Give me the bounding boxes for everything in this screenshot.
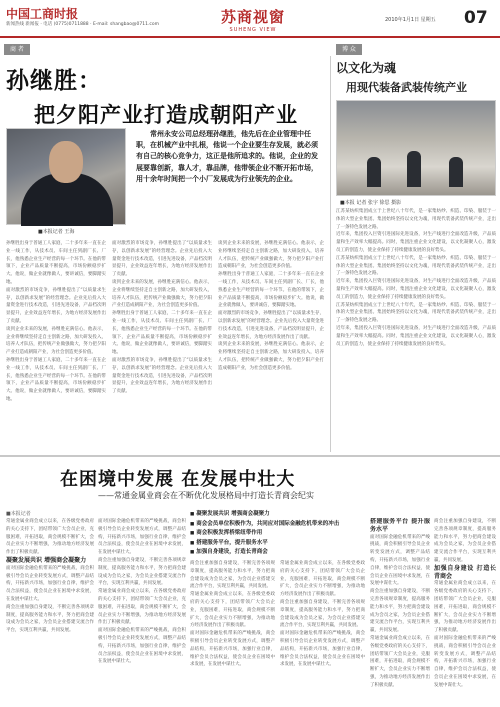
body-text: 近年来，集团投入巨资引进国际先进设备，对生产线进行全面改造升级，产品质量和生产效率大幅提高。同时，集团注重企业文化建设，以文化凝聚人心，激发员工的创造力，使企业保持了持续健康发展的良好势头。 — [336, 325, 496, 347]
body-text: 面对国际金融危机带来的严峻挑战，商会积极引导会员企业转变发展方式，调整产品结构，开拓新兴市场，加强行业自律，维护会员合法权益，使会员企业在困境中求发展，在发展中谋壮大。 — [190, 631, 275, 668]
body-text: 商会注重加强自身建设，不断完善各项规章制度，提高服务能力和水平，努力把商会建设成为会员之家，为会员企业搭建交流合作平台，实现互利共赢，共同发展。 — [190, 561, 275, 590]
bottom-subheadline: ——常通金属业商会在不断优化发展格局中打造长青商会纪实 — [98, 491, 314, 500]
body-text: 谈到企业未来的发展，孙继胜充满信心。他表示，企业将继续坚持走自主创新之路，加大研发投入，培养人才队伍，把传统产业做强做大，努力把夕阳产业打造成朝阳产业，为社会创造更多价值。 — [218, 342, 324, 371]
newspaper-logo: 中国工商时报 — [6, 7, 79, 21]
section-divider — [0, 455, 500, 457]
factory-caption: ■本报 记者 张宇 徐思 摄影 — [340, 200, 402, 206]
body-text: 常通金属业商会成立以来，在各级党委政府的关心支持下，团结带领广大会员企业，克服困难，开拓进取，商会规模不断扩大，会员企业实力不断增强，为推动地方经济发展作出了积极贡献。 — [98, 589, 186, 626]
column-divider — [330, 56, 331, 452]
photo-figure-head — [49, 141, 83, 183]
body-text: 谈到企业未来的发展，孙继胜充满信心。他表示，企业将继续坚持走自主创新之路，加大研发投入，培养人才队伍，把传统产业做强做大，努力把夕阳产业打造成朝阳产业，为社会创造更多价值。 — [6, 326, 106, 356]
body-text: 近年来，集团投入巨资引进国际先进设备，对生产线进行全面改造升级，产品质量和生产效率大幅提高。同时，集团注重企业文化建设，以文化凝聚人心，激发员工的创造力，使企业保持了持续健康发展的良好势头。 — [336, 232, 496, 253]
section-title-block — [198, 6, 308, 33]
bottom-headline: 在困境中发展 在发展中壮大 — [60, 469, 296, 490]
bottom-col-6 — [434, 518, 496, 704]
issue-date: 2010年1月1日 星期五 — [385, 17, 436, 23]
photo-worker — [367, 157, 381, 187]
body-text: 孙继胜出身于普通工人家庭，二十多年来一直在企业一线工作，从技术员、车间主任到副厂长、厂长，他熟悉企业生产经营的每一个环节。在他的带领下，企业产品质量不断提高，市场份额稳步扩大。他说，做企业就像做人，要讲诚信，要脚踏实地。 — [112, 311, 212, 356]
section-subtitle: SUHENG VIEW — [229, 27, 277, 33]
body-text: 面对国际金融危机带来的严峻挑战，商会积极引导会员企业转变发展方式，调整产品结构，开拓新兴市场，加强行业自律，维护会员合法权益，使会员企业在困境中求发展，在发展中谋壮大。 — [98, 519, 186, 556]
portrait-photo — [6, 128, 126, 225]
body-text: 面对国际金融危机带来的严峻挑战，商会积极引导会员企业转变发展方式，调整产品结构，开拓新兴市场，加强行业自律，维护会员合法权益，使会员企业在困境中求发展，在发展中谋壮大。 — [370, 534, 430, 587]
masthead — [0, 0, 500, 38]
bottom-col-1 — [6, 518, 94, 704]
body-text: 谈到企业未来的发展，孙继胜充满信心。他表示，企业将继续坚持走自主创新之路，加大研发投入，培养人才队伍，把传统产业做强做大，努力把夕阳产业打造成朝阳产业，为社会创造更多价值。 — [112, 279, 212, 309]
headline-line2: 把夕阳产业打造成朝阳产业 — [34, 102, 298, 127]
headline-line1: 孙继胜： — [6, 67, 102, 94]
body-column-3 — [218, 240, 324, 450]
bullet-item: ■ 搭建服务平台，提升服务水平 — [190, 539, 365, 549]
body-column-2 — [112, 240, 212, 450]
body-text: 面对激烈的市场竞争，孙继胜提出了“以质量求生存，以创新求发展”的经营理念。企业先后投入大量资金进行技术改造，引进先进设备，产品档次明显提升，企业效益连年增长，为地方经济发展作出了贡献。 — [112, 241, 212, 278]
page-number: 07 — [464, 8, 488, 28]
bottom-byline: ■本报记者 — [6, 511, 31, 517]
body-text: 面对激烈的市场竞争，孙继胜提出了“以质量求生存，以创新求发展”的经营理念。企业先后投入大量资金进行技术改造，引进先进设备，产品档次明显提升，企业效益连年增长，为地方经济发展作出了贡献。 — [218, 311, 324, 340]
bullet-item: ■ 商会积极发挥桥梁纽带作用 — [190, 529, 365, 539]
factory-photo — [336, 100, 496, 196]
body-text: 面对激烈的市场竞争，孙继胜提出了“以质量求生存，以创新求发展”的经营理念。企业先后投入大量资金进行技术改造，引进先进设备，产品档次明显提升，企业效益连年增长，为地方经济发展作出了贡献。 — [112, 357, 212, 395]
bottom-col-5 — [370, 518, 430, 704]
body-column-1 — [6, 240, 106, 450]
bullet-item: ■ 加强自身建设，打造长青商会 — [190, 548, 365, 558]
photo-worker — [449, 157, 463, 187]
photo-worker — [407, 151, 421, 187]
body-text: 孙继胜出身于普通工人家庭，二十多年来一直在企业一线工作，从技术员、车间主任到副厂长、厂长，他熟悉企业生产经营的每一个环节。在他的带领下，企业产品质量不断提高，市场份额稳步扩大。他说，做企业就像做人，要讲诚信，要脚踏实地。 — [6, 357, 106, 402]
body-text: 常通金属业商会成立以来，在各级党委政府的关心支持下，团结带领广大会员企业，克服困难，开拓进取，商会规模不断扩大，会员企业实力不断增强，为推动地方经济发展作出了积极贡献。 — [6, 519, 94, 556]
subsection-heading: 凝聚发展共识 增强商会凝聚力 — [6, 556, 87, 564]
body-text: 商会注重加强自身建设，不断完善各项规章制度，提高服务能力和水平，努力把商会建设成为会员之家，为会员企业搭建交流合作平台，实现互利共赢，共同发展。 — [98, 557, 186, 587]
subsection-heading: 搭建服务平台 提升服务水平 — [370, 518, 430, 533]
section-tag-left: 商 者 — [4, 44, 30, 55]
bullet-item: ■ 商会会员单位积极作为，共同应对国际金融危机带来的冲击 — [190, 520, 365, 530]
bullet-item: ■ 凝聚发展共识 增强商会凝聚力 — [190, 510, 365, 520]
bottom-col-2 — [98, 518, 186, 704]
subsection-heading: 加强自身建设 打造长青商会 — [434, 564, 496, 580]
body-text: 江苏某纺织集团成立于上世纪八十年代，是一家集纺纱、织造、印染、服装于一体的大型企业集团。集团始终坚持以文化为魂，用现代装备武装传统产业，走出了一条特色发展之路。 — [336, 209, 496, 230]
body-text: 常通金属业商会成立以来，在各级党委政府的关心支持下，团结带领广大会员企业，克服困难，开拓进取，商会规模不断扩大，会员企业实力不断增强，为推动地方经济发展作出了积极贡献。 — [434, 581, 496, 634]
body-text: 面对国际金融危机带来的严峻挑战，商会积极引导会员企业转变发展方式，调整产品结构，开拓新兴市场，加强行业自律，维护会员合法权益，使会员企业在困境中求发展，在发展中谋壮大。 — [434, 635, 496, 688]
lead-paragraph: 常州永安公司总经理孙继胜，他先后在企业管理中任职，在机械产业中扎根，他说一个企业要生存发展，就必须有自己的核心竞争力，这正是他所追求的。他说，企业的发展要靠创新，靠人才，靠品牌，他带领企业不断开拓市场，用十余年时间把一个小厂发展成为行业领先的企业。 — [136, 129, 318, 183]
body-text: 近年来，集团投入巨资引进国际先进设备，对生产线进行全面改造升级，产品质量和生产效率大幅提高。同时，集团注重企业文化建设，以文化凝聚人心，激发员工的创造力，使企业保持了持续健康发展的良好势头。 — [336, 279, 496, 300]
bottom-col-4 — [280, 560, 365, 704]
body-text: 商会注重加强自身建设，不断完善各项规章制度，提高服务能力和水平，努力把商会建设成为会员之家，为会员企业搭建交流合作平台，实现互利共赢，共同发展。 — [434, 519, 496, 563]
body-text: 孙继胜出身于普通工人家庭，二十多年来一直在企业一线工作，从技术员、车间主任到副厂长、厂长，他熟悉企业生产经营的每一个环节。在他的带领下，企业产品质量不断提高，市场份额稳步扩大。他说，做企业就像做人，要讲诚信，要脚踏实地。 — [218, 272, 324, 309]
body-text: 面对激烈的市场竞争，孙继胜提出了“以质量求生存，以创新求发展”的经营理念。企业先后投入大量资金进行技术改造，引进先进设备，产品档次明显提升，企业效益连年增长，为地方经济发展作出了贡献。 — [6, 287, 106, 324]
right-headline-block — [336, 56, 496, 95]
body-text: 江苏某纺织集团成立于上世纪八十年代，是一家集纺纱、织造、印染、服装于一体的大型企业集团。集团始终坚持以文化为魂，用现代装备武装传统产业，走出了一条特色发展之路。 — [336, 302, 496, 324]
main-headline — [6, 62, 298, 129]
body-text: 面对国际金融危机带来的严峻挑战，商会积极引导会员企业转变发展方式，调整产品结构，开拓新兴市场，加强行业自律，维护会员合法权益，使会员企业在困境中求发展，在发展中谋壮大。 — [280, 631, 365, 668]
bottom-col-3 — [190, 560, 275, 704]
body-text: 孙继胜出身于普通工人家庭，二十多年来一直在企业一线工作，从技术员、车间主任到副厂长、厂长，他熟悉企业生产经营的每一个环节。在他的带领下，企业产品质量不断提高，市场份额稳步扩大。他说，做企业就像做人，要讲诚信，要脚踏实地。 — [6, 241, 106, 285]
portrait-caption: ■本报记者 王海 — [38, 229, 75, 235]
right-body — [336, 208, 496, 452]
contact-info: 新闻热线 新闻报 · 电话 (0775)0711888 · E-mail: shangbao@0711.com — [6, 22, 160, 27]
body-text: 商会注重加强自身建设，不断完善各项规章制度，提高服务能力和水平，努力把商会建设成为会员之家，为会员企业搭建交流合作平台，实现互利共赢，共同发展。 — [370, 589, 430, 634]
body-text: 常通金属业商会成立以来，在各级党委政府的关心支持下，团结带领广大会员企业，克服困难，开拓进取，商会规模不断扩大，会员企业实力不断增强，为推动地方经济发展作出了积极贡献。 — [190, 592, 275, 629]
body-text: 面对国际金融危机带来的严峻挑战，商会积极引导会员企业转变发展方式，调整产品结构，开拓新兴市场，加强行业自律，维护会员合法权益，使会员企业在困境中求发展，在发展中谋壮大。 — [6, 565, 94, 602]
section-tag-right: 博 众 — [336, 44, 362, 55]
body-text: 常通金属业商会成立以来，在各级党委政府的关心支持下，团结带领广大会员企业，克服困难，开拓进取，商会规模不断扩大，会员企业实力不断增强，为推动地方经济发展作出了积极贡献。 — [370, 635, 430, 688]
body-text: 商会注重加强自身建设，不断完善各项规章制度，提高服务能力和水平，努力把商会建设成为会员之家，为会员企业搭建交流合作平台，实现互利共赢，共同发展。 — [280, 599, 365, 629]
body-text: 谈到企业未来的发展，孙继胜充满信心。他表示，企业将继续坚持走自主创新之路，加大研发投入，培养人才队伍，把传统产业做强做大，努力把夕阳产业打造成朝阳产业，为社会创造更多价值。 — [218, 241, 324, 270]
body-text: 商会注重加强自身建设，不断完善各项规章制度，提高服务能力和水平，努力把商会建设成为会员之家，为会员企业搭建交流合作平台，实现互利共赢，共同发展。 — [6, 604, 94, 634]
body-text: 江苏某纺织集团成立于上世纪八十年代，是一家集纺纱、织造、印染、服装于一体的大型企业集团。集团始终坚持以文化为魂，用现代装备武装传统产业，走出了一条特色发展之路。 — [336, 255, 496, 277]
right-subhead: 用现代装备武装传统产业 — [346, 81, 467, 94]
summary-bullets — [190, 510, 365, 558]
body-text: 常通金属业商会成立以来，在各级党委政府的关心支持下，团结带领广大会员企业，克服困难，开拓进取，商会规模不断扩大，会员企业实力不断增强，为推动地方经济发展作出了积极贡献。 — [280, 561, 365, 598]
body-text: 面对国际金融危机带来的严峻挑战，商会积极引导会员企业转变发展方式，调整产品结构，开拓新兴市场，加强行业自律，维护会员合法权益，使会员企业在困境中求发展，在发展中谋壮大。 — [98, 628, 186, 665]
section-title: 苏商视窗 — [220, 8, 285, 26]
right-kicker: 以文化为魂 — [336, 61, 397, 75]
